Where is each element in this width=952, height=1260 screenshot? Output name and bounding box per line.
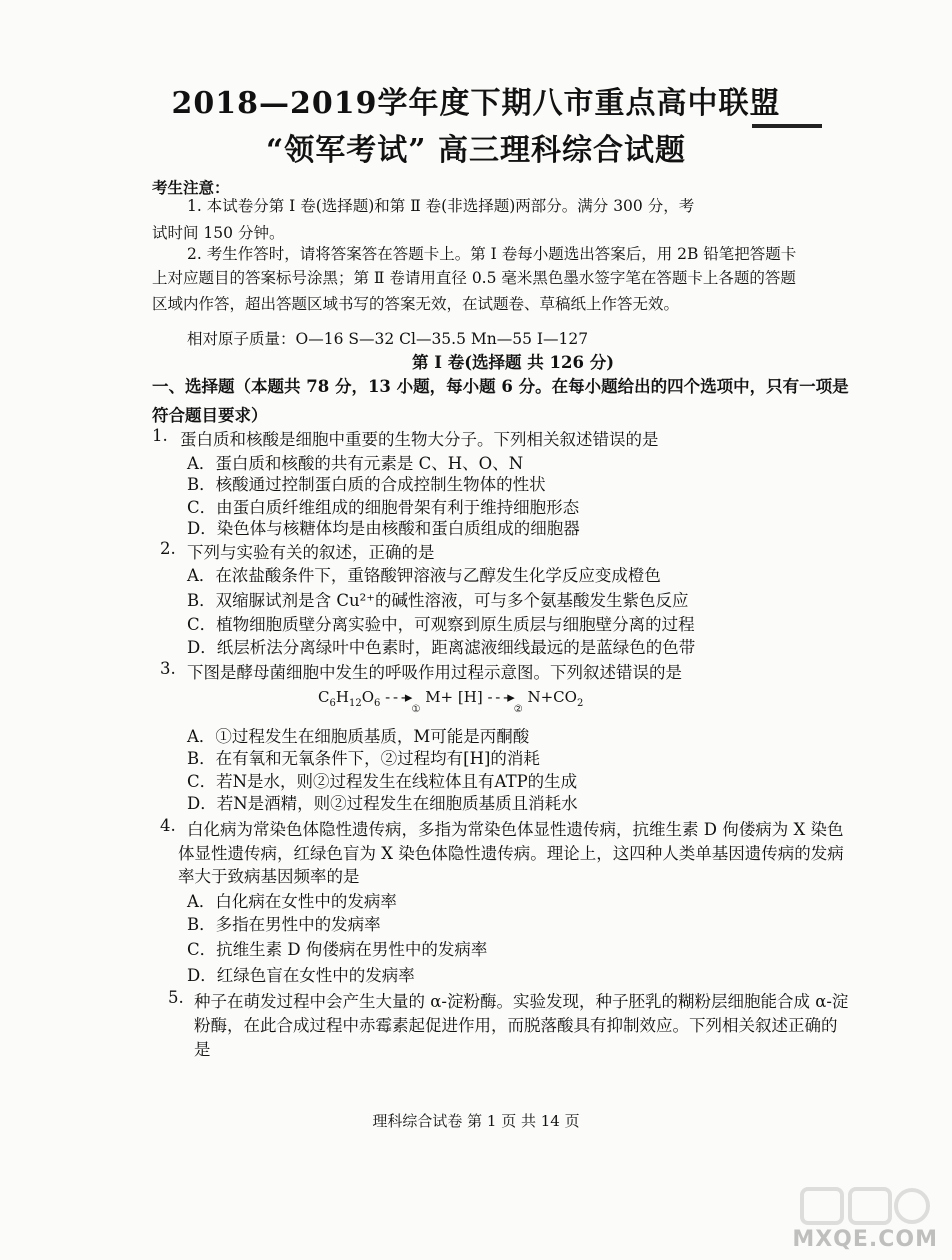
question-1-option-d: D．染色体与核糖体均是由核酸和蛋白质组成的细胞器: [187, 519, 580, 538]
question-1-option-b: B．核酸通过控制蛋白质的合成控制生物体的性状: [187, 475, 546, 494]
question-2-number: 2.: [160, 539, 176, 558]
question-2-stem: 下列与实验有关的叙述，正确的是: [187, 543, 435, 562]
question-4-option-c: C．抗维生素 D 佝偻病在男性中的发病率: [187, 940, 488, 959]
exam-title-line2: “领军考试” 高三理科综合试题: [266, 133, 686, 168]
formula-step-1-label: ①: [411, 704, 421, 715]
question-1-option-a: A．蛋白质和核酸的共有元素是 C、H、O、N: [187, 454, 524, 473]
exam-title-line1: 2018—2019学年度下期八市重点高中联盟: [171, 86, 781, 121]
formula-middle: M+ [H]: [425, 688, 483, 706]
notice-item1-line2: 试时间 150 分钟。: [152, 224, 285, 242]
notice-item2-line3: 区域内作答，超出答题区域书写的答案无效，在试题卷、草稿纸上作答无效。: [152, 295, 680, 313]
formula-arrow-1: - - -▸: [385, 688, 412, 706]
question-4-option-a: A．白化病在女性中的发病率: [187, 892, 397, 911]
question-5-stem-line3: 是: [194, 1040, 211, 1059]
question-5-stem-line1: 种子在萌发过程中会产生大量的 α-淀粉酶。实验发现，种子胚乳的糊粉层细胞能合成 α-淀: [194, 992, 849, 1011]
question-2-option-b: B．双缩脲试剂是含 Cu²⁺的碱性溶液，可与多个氨基酸发生紫色反应: [187, 591, 689, 610]
formula-h: H: [335, 688, 349, 706]
question-4-stem-line3: 率大于致病基因频率的是: [178, 867, 360, 886]
question-2-option-c: C．植物细胞质壁分离实验中，可观察到原生质层与细胞壁分离的过程: [187, 615, 695, 634]
watermark-text: MXQE.COM: [792, 1227, 938, 1252]
page-footer: 理科综合试卷 第 1 页 共 14 页: [372, 1112, 580, 1130]
question-3-option-a: A．①过程发生在细胞质基质，M可能是丙酮酸: [187, 727, 530, 746]
question-1-option-c: C．由蛋白质纤维组成的细胞骨架有利于维持细胞形态: [187, 498, 580, 517]
formula-arrow-2: - - -▸: [487, 688, 514, 706]
formula-h-sub: 12: [348, 698, 362, 709]
question-1-stem: 蛋白质和核酸是细胞中重要的生物大分子。下列相关叙述错误的是: [180, 430, 659, 449]
notice-item2-line1: 2. 考生作答时，请将答案答在答题卡上。第 Ⅰ 卷每小题选出答案后，用 2B 铅笔把答题卡: [187, 245, 797, 263]
formula-o: O: [361, 688, 374, 706]
question-3-option-b: B．在有氧和无氧条件下，②过程均有[H]的消耗: [187, 749, 540, 768]
question-1-number: 1.: [152, 426, 168, 445]
question-4-stem-line2: 体显性遗传病，红绿色盲为 X 染色体隐性遗传病。理论上，这四种人类单基因遗传病的发病: [178, 844, 844, 863]
question-4-option-b: B．多指在男性中的发病率: [187, 915, 381, 934]
respiration-formula: [318, 688, 584, 715]
section-intro-line1: 一、选择题（本题共 78 分，13 小题，每小题 6 分。在每小题给出的四个选项中，只有一项是: [152, 377, 849, 396]
question-3-option-d: D．若N是酒精，则②过程发生在细胞质基质且消耗水: [187, 794, 578, 813]
notice-item1-line1: 1. 本试卷分第 Ⅰ 卷(选择题)和第 Ⅱ 卷(非选择题)两部分。满分 300 分，考: [187, 197, 695, 215]
formula-end-sub: 2: [576, 698, 584, 709]
question-2-option-a: A．在浓盐酸条件下，重铬酸钾溶液与乙醇发生化学反应变成橙色: [187, 566, 661, 585]
scan-mark: [752, 124, 822, 128]
question-4-option-d: D．红绿色盲在女性中的发病率: [187, 966, 415, 985]
section-intro-line2: 符合题目要求）: [152, 406, 268, 425]
notice-heading: 考生注意：: [152, 178, 230, 197]
question-2-option-d: D．纸层析法分离绿叶中色素时，距离滤液细线最远的是蓝绿色的色带: [187, 638, 696, 657]
question-3-option-c: C．若N是水，则②过程发生在线粒体且有ATP的生成: [187, 772, 578, 791]
question-5-stem-line2: 粉酶，在此合成过程中赤霉素起促进作用，而脱落酸具有抑制效应。下列相关叙述正确的: [194, 1016, 838, 1035]
section-title: 第 Ⅰ 卷(选择题 共 126 分): [412, 353, 614, 372]
formula-c: C: [318, 688, 330, 706]
notice-item2-line2: 上对应题目的答案标号涂黑；第 Ⅱ 卷请用直径 0.5 毫米黑色墨水签字笔在答题卡上各题的答题: [152, 269, 796, 287]
question-5-number: 5.: [168, 988, 184, 1007]
formula-o-sub: 6: [374, 698, 381, 709]
formula-end: N+CO: [527, 688, 577, 706]
question-4-stem-line1: 白化病为常染色体隐性遗传病，多指为常染色体显性遗传病，抗维生素 D 佝偻病为 X 染色: [187, 820, 844, 839]
question-3-number: 3.: [160, 659, 176, 678]
question-3-stem: 下图是酵母菌细胞中发生的呼吸作用过程示意图。下列叙述错误的是: [187, 663, 682, 682]
question-4-number: 4.: [160, 816, 176, 835]
formula-c-sub: 6: [329, 698, 336, 709]
atomic-mass-line: 相对原子质量：O—16 S—32 Cl—35.5 Mn—55 I—127: [187, 330, 589, 348]
formula-step-2-label: ②: [513, 704, 523, 715]
